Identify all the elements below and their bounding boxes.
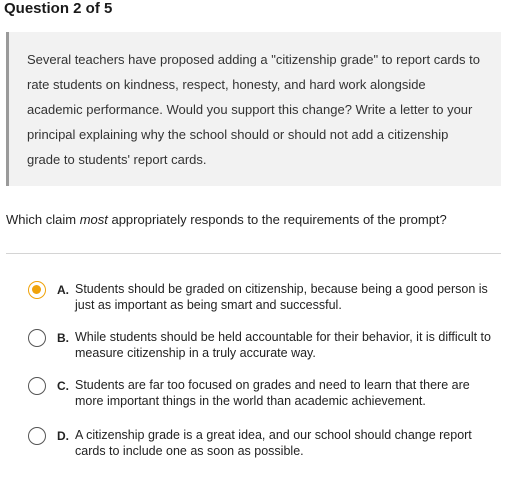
option-text[interactable]: Students are far too focused on grades and need to learn that there are more important things in the world than academic achievement.	[75, 378, 470, 408]
instruction-text-after: appropriately responds to the requirements of the prompt?	[107, 212, 447, 227]
divider	[6, 253, 501, 254]
prompt-box	[6, 32, 501, 186]
option-letter: D.	[57, 429, 69, 443]
answer-option-a[interactable]	[0, 281, 507, 325]
question-counter: Question 2 of 5	[4, 0, 113, 17]
instruction-emphasis: most	[79, 212, 108, 227]
radio-button-c[interactable]	[28, 377, 46, 395]
option-letter: B.	[57, 331, 69, 345]
radio-button-a[interactable]	[28, 281, 46, 299]
radio-button-d[interactable]	[28, 427, 46, 445]
option-text[interactable]: A citizenship grade is a great idea, and our school should change report cards to include one as soon as possible.	[75, 428, 472, 458]
question-instruction	[6, 211, 447, 229]
answer-option-c[interactable]	[0, 377, 507, 421]
option-text[interactable]: While students should be held accountable for their behavior, it is difficult to measure citizenship in a truly accurate way.	[75, 330, 491, 360]
prompt-text: Several teachers have proposed adding a "citizenship grade" to report cards to rate students on kindness, respect, honesty, and hard work alongside academic performance. Would you support this change? Write a letter to your principal explaining why the school should or should not add a citizenship grade to students' report cards.	[27, 52, 480, 167]
answer-option-d[interactable]	[0, 427, 507, 471]
option-letter: A.	[57, 283, 69, 297]
radio-button-b[interactable]	[28, 329, 46, 347]
instruction-text-before: Which claim	[6, 212, 80, 227]
answer-option-b[interactable]	[0, 329, 507, 373]
option-letter: C.	[57, 379, 69, 393]
option-text[interactable]: Students should be graded on citizenship, because being a good person is just as important as being smart and successful.	[75, 282, 488, 312]
